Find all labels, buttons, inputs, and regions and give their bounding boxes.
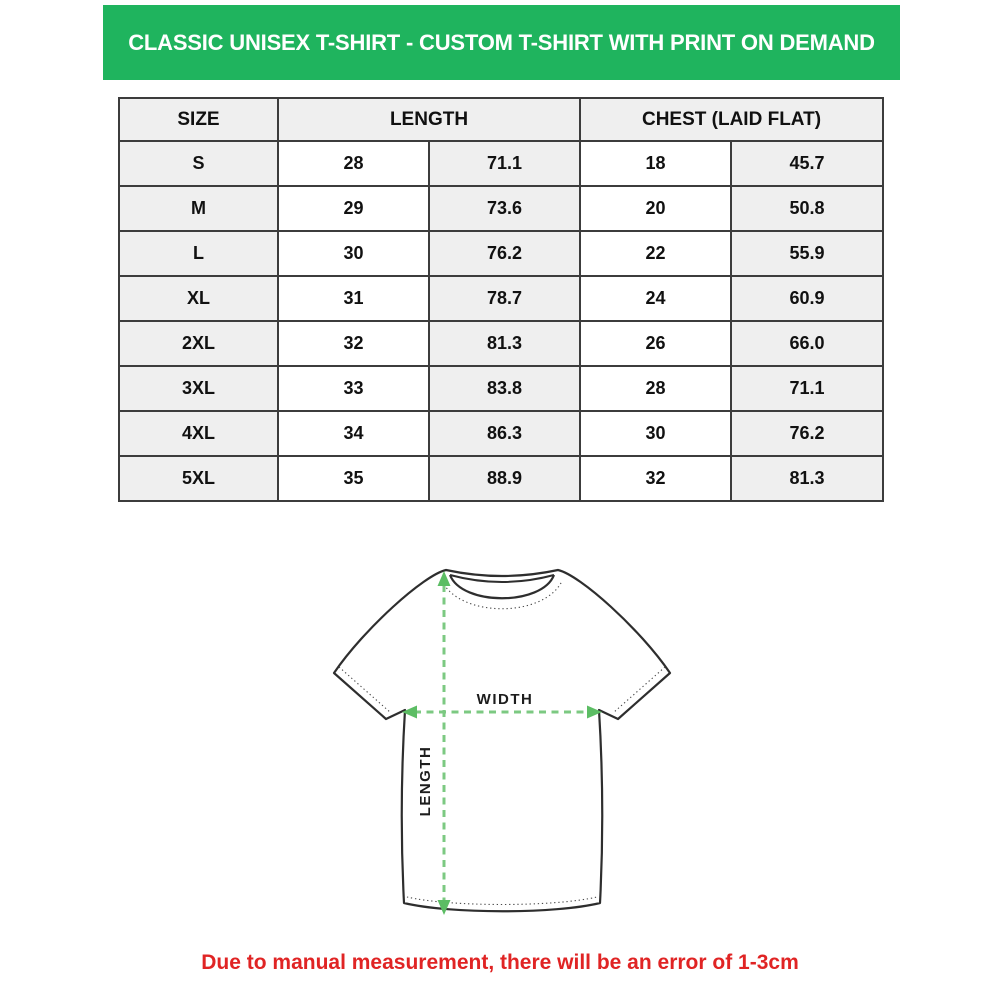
table-row <box>119 366 883 411</box>
length-cm-cell: 71.1 <box>429 141 580 186</box>
col-header-length: LENGTH <box>278 98 580 141</box>
chest-in-cell: 32 <box>580 456 731 501</box>
length-cm-cell: 83.8 <box>429 366 580 411</box>
length-cm-cell: 73.6 <box>429 186 580 231</box>
size-cell: XL <box>119 276 278 321</box>
size-cell: 3XL <box>119 366 278 411</box>
length-in-cell: 30 <box>278 231 429 276</box>
size-cell: L <box>119 231 278 276</box>
col-header-chest: CHEST (LAID FLAT) <box>580 98 883 141</box>
chest-cm-cell: 71.1 <box>731 366 883 411</box>
chest-cm-cell: 45.7 <box>731 141 883 186</box>
length-cm-cell: 76.2 <box>429 231 580 276</box>
title-banner <box>103 5 900 80</box>
size-cell: 5XL <box>119 456 278 501</box>
col-header-size: SIZE <box>119 98 278 141</box>
chest-in-cell: 30 <box>580 411 731 456</box>
length-in-cell: 34 <box>278 411 429 456</box>
size-cell: M <box>119 186 278 231</box>
table-row <box>119 276 883 321</box>
length-in-cell: 33 <box>278 366 429 411</box>
table-row <box>119 141 883 186</box>
size-table <box>118 97 884 502</box>
length-in-cell: 31 <box>278 276 429 321</box>
tshirt-outline <box>334 570 670 911</box>
page-title: CLASSIC UNISEX T-SHIRT - CUSTOM T-SHIRT WITH PRINT ON DEMAND <box>128 29 875 55</box>
tshirt-diagram <box>310 545 700 935</box>
chest-in-cell: 22 <box>580 231 731 276</box>
chest-in-cell: 24 <box>580 276 731 321</box>
chest-cm-cell: 60.9 <box>731 276 883 321</box>
width-label: WIDTH <box>476 691 534 708</box>
length-in-cell: 35 <box>278 456 429 501</box>
chest-cm-cell: 55.9 <box>731 231 883 276</box>
size-cell: 4XL <box>119 411 278 456</box>
table-row <box>119 186 883 231</box>
length-cm-cell: 81.3 <box>429 321 580 366</box>
table-row <box>119 411 883 456</box>
table-row <box>119 321 883 366</box>
table-row <box>119 231 883 276</box>
size-cell: S <box>119 141 278 186</box>
size-cell: 2XL <box>119 321 278 366</box>
measurement-note: Due to manual measurement, there will be an error of 1-3cm <box>201 951 799 974</box>
chest-in-cell: 26 <box>580 321 731 366</box>
length-cm-cell: 86.3 <box>429 411 580 456</box>
chest-in-cell: 20 <box>580 186 731 231</box>
table-header-row <box>119 98 883 141</box>
length-in-cell: 29 <box>278 186 429 231</box>
length-in-cell: 28 <box>278 141 429 186</box>
chest-cm-cell: 50.8 <box>731 186 883 231</box>
table-row <box>119 456 883 501</box>
length-cm-cell: 78.7 <box>429 276 580 321</box>
length-in-cell: 32 <box>278 321 429 366</box>
chest-cm-cell: 76.2 <box>731 411 883 456</box>
chest-cm-cell: 81.3 <box>731 456 883 501</box>
tshirt-diagram-svg <box>310 545 700 935</box>
chest-in-cell: 28 <box>580 366 731 411</box>
chest-in-cell: 18 <box>580 141 731 186</box>
chest-cm-cell: 66.0 <box>731 321 883 366</box>
length-cm-cell: 88.9 <box>429 456 580 501</box>
length-label: LENGTH <box>417 745 434 817</box>
